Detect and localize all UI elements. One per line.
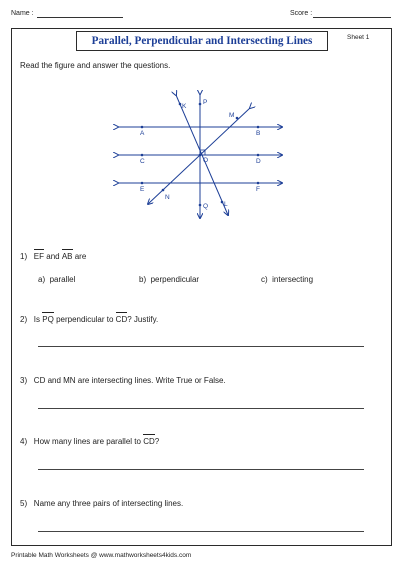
sheet-label: Sheet 1 (347, 34, 370, 41)
question-text: perpendicular to (56, 315, 114, 324)
question-number: 5) (20, 499, 28, 508)
label-e: E (140, 186, 145, 193)
option-letter: c) (261, 275, 268, 284)
label-k: K (182, 103, 187, 110)
lines-figure (110, 90, 290, 220)
footer-text: Printable Math Worksheets @ www.mathworksheets4kids.com (11, 552, 192, 559)
question-5 (20, 499, 183, 508)
label-m: M (229, 112, 235, 119)
score-field[interactable] (313, 17, 391, 18)
question-number: 2) (20, 315, 28, 324)
question-text: are (74, 252, 87, 261)
question-4 (20, 437, 159, 446)
label-n: N (165, 194, 170, 201)
segment-cd: CD (115, 315, 128, 324)
label-b: B (256, 130, 261, 137)
score-label: Score : (290, 10, 313, 17)
worksheet-title: Parallel, Perpendicular and Intersecting Lines (76, 31, 328, 51)
option-c[interactable] (261, 275, 313, 284)
question-text: Is (33, 315, 41, 324)
option-b[interactable] (139, 275, 199, 284)
question-number: 4) (20, 437, 28, 446)
label-a: A (140, 130, 145, 137)
question-text: CD and MN are intersecting lines. Write True or False. (33, 376, 226, 385)
answer-line-4[interactable] (38, 469, 364, 470)
question-text: ? (154, 437, 160, 446)
label-c: C (140, 158, 145, 165)
label-d: D (256, 158, 261, 165)
question-2 (20, 315, 158, 324)
question-text: Name any three pairs of intersecting lines. (33, 499, 184, 508)
answer-line-2[interactable] (38, 346, 364, 347)
option-letter: b) (139, 275, 147, 284)
answer-line-5[interactable] (38, 531, 364, 532)
label-f: F (256, 186, 260, 193)
option-label: parallel (49, 275, 76, 284)
segment-ef: EF (33, 252, 45, 261)
segment-ab: AB (61, 252, 73, 261)
segment-cd: CD (143, 437, 155, 446)
instruction-text: Read the figure and answer the questions. (20, 61, 171, 70)
question-text: ? Justify. (127, 315, 159, 324)
label-o: O (203, 157, 209, 164)
name-field[interactable] (37, 17, 123, 18)
label-p: P (203, 99, 208, 106)
name-label: Name : (11, 10, 34, 17)
question-number: 1) (20, 252, 28, 261)
answer-line-3[interactable] (38, 408, 364, 409)
label-l: L (224, 201, 228, 208)
question-text: How many lines are parallel to (33, 437, 141, 446)
option-a[interactable] (38, 275, 75, 284)
option-letter: a) (38, 275, 46, 284)
question-3 (20, 376, 226, 385)
option-label: perpendicular (150, 275, 200, 284)
option-label: intersecting (272, 275, 314, 284)
question-number: 3) (20, 376, 28, 385)
question-1: 1) EF and AB are (20, 252, 87, 261)
segment-pq: PQ (42, 315, 54, 324)
label-q: Q (203, 203, 209, 210)
